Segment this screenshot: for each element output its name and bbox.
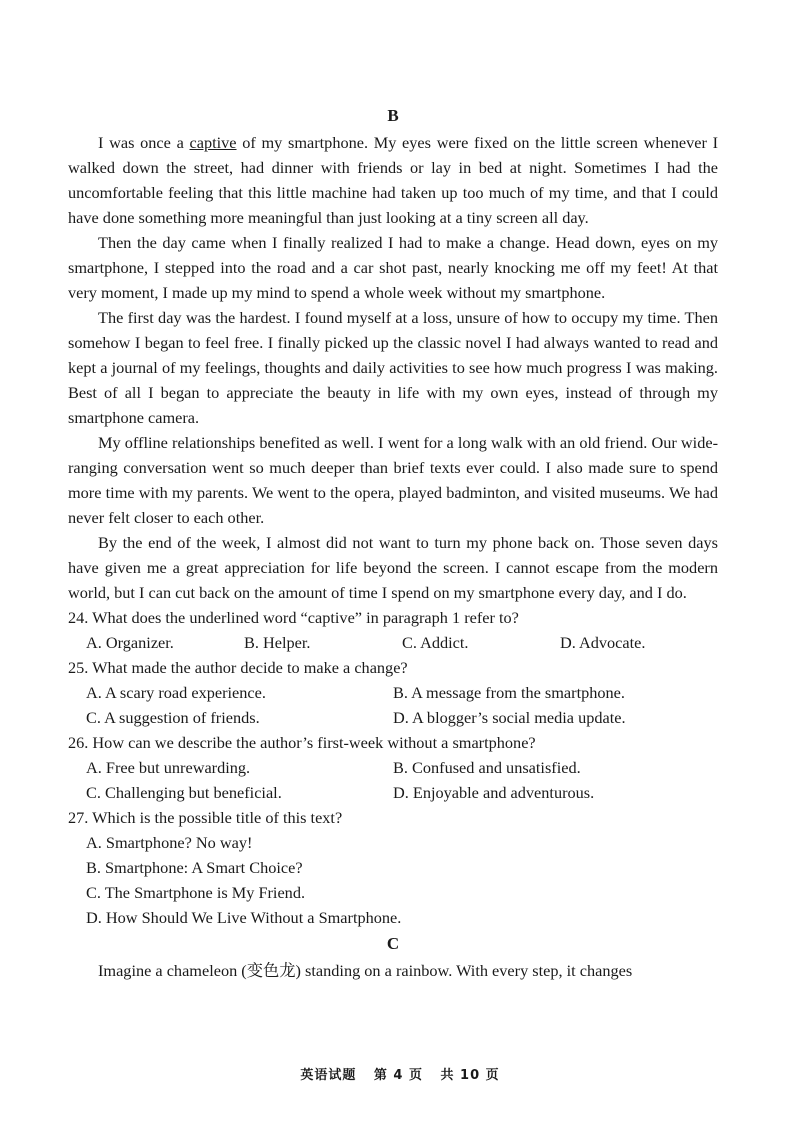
page-footer — [0, 1064, 800, 1083]
option-c: C. Addict. — [402, 633, 469, 652]
passage-b-paragraph-4: My offline relationships benefited as well. I went for a long walk with an old friend. Our wide-ranging conversation went so much deeper than brief texts ever could. I also made sure to spend more time with my parents. We went to the opera, played badminton, and visited museums. We had never felt closer to each other. — [68, 433, 718, 527]
question-stem: 24. What does the underlined word “captive” in paragraph 1 refer to? — [68, 608, 519, 627]
option-a: A. Smartphone? No way! — [86, 833, 253, 852]
question-stem: 27. Which is the possible title of this text? — [68, 808, 343, 827]
section-heading-c: C — [386, 934, 400, 953]
question-27 — [68, 805, 718, 930]
option-a: A. A scary road experience. — [86, 683, 266, 702]
passage-b-paragraph-2: Then the day came when I finally realized I had to make a change. Head down, eyes on my smartphone, I stepped into the road and a car shot past, nearly knocking me off my feet! At that very moment, I made up my mind to spend a whole week without my smartphone. — [68, 233, 718, 302]
footer-page-number: 第 4 页 — [373, 1068, 423, 1083]
answer-options — [68, 680, 718, 730]
passage-b-paragraph-1: I was once a captive of my smartphone. My eyes were fixed on the little screen whenever I walked down the street, had dinner with friends or lay in bed at night. Sometimes I had the uncomfortable feeling that this little machine had taken up too much of my time, and that I could have done something more meaningful than just looking at a tiny screen all day. — [68, 133, 718, 227]
passage-c-paragraph-1: Imagine a chameleon (变色龙) standing on a rainbow. With every step, it changes — [98, 961, 633, 980]
passage-b-paragraph-3: The first day was the hardest. I found myself at a loss, unsure of how to occupy my time. Then somehow I began to feel free. I finally picked up the classic novel I had always wanted to read and kept a journal of my feelings, thoughts and daily activities to see how much progress I was making. Best of all I began to appreciate the beauty in life with my own eyes, instead of through my smartphone camera. — [68, 308, 718, 427]
question-stem: 26. How can we describe the author’s first-week without a smartphone? — [68, 733, 536, 752]
option-c: C. The Smartphone is My Friend. — [86, 883, 306, 902]
answer-options — [68, 755, 718, 805]
question-24 — [68, 605, 718, 655]
option-a: A. Organizer. — [86, 633, 174, 652]
answer-options — [68, 830, 718, 930]
option-b: B. Smartphone: A Smart Choice? — [86, 858, 303, 877]
footer-total-pages: 共 10 页 — [440, 1068, 500, 1083]
footer-subject: 英语试题 — [300, 1068, 357, 1083]
answer-options — [68, 630, 718, 655]
option-c: C. A suggestion of friends. — [86, 708, 260, 727]
option-b: B. Confused and unsatisfied. — [393, 758, 581, 777]
option-b: B. A message from the smartphone. — [393, 683, 625, 702]
option-b: B. Helper. — [244, 633, 311, 652]
option-d: D. How Should We Live Without a Smartphone. — [86, 908, 402, 927]
question-26 — [68, 730, 718, 805]
option-d: D. A blogger’s social media update. — [393, 708, 626, 727]
question-25 — [68, 655, 718, 730]
option-c: C. Challenging but beneficial. — [86, 783, 282, 802]
option-d: D. Enjoyable and adventurous. — [393, 783, 595, 802]
underlined-word-captive: captive — [189, 133, 237, 152]
passage-b-paragraph-5: By the end of the week, I almost did not want to turn my phone back on. Those seven days have given me a great appreciation for life beyond the screen. I cannot escape from the modern world, but I can cut back on the amount of time I spend on my smartphone every day, and I do. — [68, 533, 718, 602]
exam-page — [68, 104, 718, 983]
section-heading-b: B — [387, 106, 399, 125]
question-stem: 25. What made the author decide to make a change? — [68, 658, 408, 677]
option-d: D. Advocate. — [560, 633, 646, 652]
option-a: A. Free but unrewarding. — [86, 758, 251, 777]
